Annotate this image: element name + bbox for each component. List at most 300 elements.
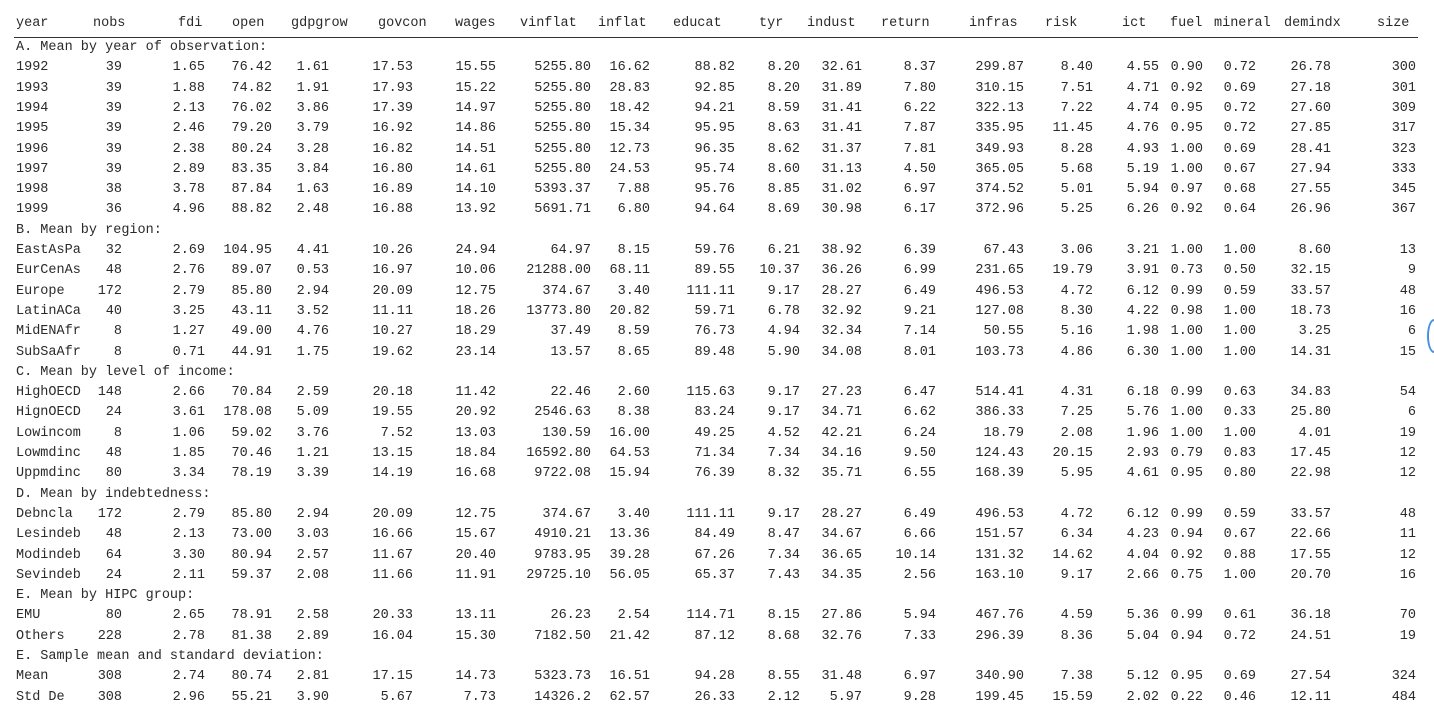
- cell-gdpgrow: 2.59: [296, 385, 329, 400]
- cell-ict: 4.23: [1126, 527, 1159, 542]
- cell-tyr: 8.20: [767, 81, 800, 96]
- cell-infras: 349.93: [975, 142, 1024, 157]
- section-title: C. Mean by level of income:: [16, 365, 235, 380]
- cell-infras: 340.90: [975, 669, 1024, 684]
- cell-return: 8.01: [903, 345, 936, 360]
- cell-fdi: 2.11: [172, 568, 205, 583]
- cell-mineral: 0.67: [1223, 527, 1256, 542]
- cell-educat: 114.71: [686, 608, 735, 623]
- cell-govcon: 11.67: [372, 548, 413, 563]
- cell-tyr: 8.55: [767, 669, 800, 684]
- cell-indust: 34.67: [821, 527, 862, 542]
- cell-size: 367: [1391, 202, 1416, 217]
- cell-inflat: 3.40: [617, 284, 650, 299]
- cell-open: 59.37: [231, 568, 272, 583]
- cell-ict: 6.26: [1126, 202, 1159, 217]
- cell-return: 7.87: [903, 121, 936, 136]
- cell-ict: 5.94: [1126, 182, 1159, 197]
- cell-open: 70.84: [231, 385, 272, 400]
- cell-gdpgrow: 3.79: [296, 121, 329, 136]
- cell-educat: 92.85: [694, 81, 735, 96]
- cell-educat: 59.76: [694, 243, 735, 258]
- cell-govcon: 20.33: [372, 608, 413, 623]
- cell-nobs: 39: [105, 81, 122, 96]
- cell-gdpgrow: 0.53: [296, 263, 329, 278]
- cell-return: 6.49: [903, 507, 936, 522]
- cell-return: 6.22: [903, 101, 936, 116]
- cell-vinflat: 16592.80: [526, 446, 591, 461]
- cell-tyr: 8.15: [767, 608, 800, 623]
- col-header-govcon: govcon: [378, 16, 427, 31]
- cell-risk: 8.30: [1060, 304, 1093, 319]
- col-header-gdpgrow: gdpgrow: [291, 16, 348, 31]
- table-row: [0, 444, 1434, 464]
- cell-tyr: 6.78: [767, 304, 800, 319]
- cell-educat: 76.73: [694, 324, 735, 339]
- cell-mineral: 1.00: [1223, 568, 1256, 583]
- cell-wages: 23.14: [455, 345, 496, 360]
- cell-gdpgrow: 3.03: [296, 527, 329, 542]
- cell-indust: 34.71: [821, 405, 862, 420]
- cell-size: 333: [1391, 162, 1416, 177]
- col-header-tyr: tyr: [759, 16, 784, 31]
- cell-return: 9.21: [903, 304, 936, 319]
- cell-demindx: 14.31: [1290, 345, 1331, 360]
- cell-inflat: 16.51: [609, 669, 650, 684]
- cell-inflat: 7.88: [617, 182, 650, 197]
- cell-fdi: 3.25: [172, 304, 205, 319]
- cell-demindx: 27.55: [1290, 182, 1331, 197]
- cell-fuel: 0.97: [1170, 182, 1203, 197]
- cell-mineral: 0.69: [1223, 81, 1256, 96]
- cell-size: 345: [1391, 182, 1416, 197]
- cell-mineral: 0.46: [1223, 690, 1256, 705]
- cell-tyr: 8.68: [767, 629, 800, 644]
- cell-nobs: 48: [105, 446, 122, 461]
- cell-gdpgrow: 4.76: [296, 324, 329, 339]
- cell-tyr: 8.69: [767, 202, 800, 217]
- cell-nobs: 308: [97, 690, 122, 705]
- cell-mineral: 0.68: [1223, 182, 1256, 197]
- cell-year: HignOECD: [16, 405, 81, 420]
- cell-wages: 11.91: [455, 568, 496, 583]
- cell-govcon: 10.26: [372, 243, 413, 258]
- cell-nobs: 39: [105, 60, 122, 75]
- cell-year: Std De: [16, 690, 65, 705]
- cell-indust: 35.71: [821, 466, 862, 481]
- cell-year: 1998: [16, 182, 49, 197]
- cell-nobs: 48: [105, 527, 122, 542]
- cell-demindx: 22.66: [1290, 527, 1331, 542]
- cell-fuel: 1.00: [1170, 324, 1203, 339]
- section-title: E. Mean by HIPC group:: [16, 588, 195, 603]
- cell-risk: 19.79: [1052, 263, 1093, 278]
- cell-open: 76.42: [231, 60, 272, 75]
- table-row: [0, 322, 1434, 342]
- cell-size: 16: [1399, 304, 1416, 319]
- cell-tyr: 8.63: [767, 121, 800, 136]
- col-header-open: open: [232, 16, 265, 31]
- cell-govcon: 16.97: [372, 263, 413, 278]
- cell-educat: 94.21: [694, 101, 735, 116]
- cell-inflat: 12.73: [609, 142, 650, 157]
- cell-mineral: 0.72: [1223, 629, 1256, 644]
- cell-return: 6.97: [903, 669, 936, 684]
- cell-size: 16: [1399, 568, 1416, 583]
- cell-return: 7.81: [903, 142, 936, 157]
- cell-risk: 5.68: [1060, 162, 1093, 177]
- cell-govcon: 16.82: [372, 142, 413, 157]
- cell-demindx: 22.98: [1290, 466, 1331, 481]
- cell-ict: 5.36: [1126, 608, 1159, 623]
- cell-open: 43.11: [231, 304, 272, 319]
- cell-indust: 32.76: [821, 629, 862, 644]
- cell-vinflat: 22.46: [550, 385, 591, 400]
- cell-govcon: 13.15: [372, 446, 413, 461]
- cell-ict: 4.22: [1126, 304, 1159, 319]
- cell-demindx: 27.85: [1290, 121, 1331, 136]
- cell-tyr: 9.17: [767, 405, 800, 420]
- cell-nobs: 8: [113, 426, 122, 441]
- cell-fdi: 2.13: [172, 527, 205, 542]
- cell-infras: 310.15: [975, 81, 1024, 96]
- cell-nobs: 24: [105, 405, 122, 420]
- cell-nobs: 172: [97, 284, 122, 299]
- cell-ict: 6.18: [1126, 385, 1159, 400]
- table-row: [0, 403, 1434, 423]
- cell-educat: 95.74: [694, 162, 735, 177]
- cell-infras: 496.53: [975, 284, 1024, 299]
- cell-wages: 14.97: [455, 101, 496, 116]
- cell-vinflat: 9722.08: [534, 466, 591, 481]
- cell-fdi: 1.06: [172, 426, 205, 441]
- cell-indust: 36.26: [821, 263, 862, 278]
- cell-educat: 65.37: [694, 568, 735, 583]
- cell-ict: 1.96: [1126, 426, 1159, 441]
- cell-inflat: 20.82: [609, 304, 650, 319]
- cell-govcon: 11.66: [372, 568, 413, 583]
- cell-size: 484: [1391, 690, 1416, 705]
- cell-govcon: 20.09: [372, 507, 413, 522]
- cell-nobs: 80: [105, 608, 122, 623]
- cell-wages: 14.10: [455, 182, 496, 197]
- cell-wages: 15.55: [455, 60, 496, 75]
- cell-gdpgrow: 2.48: [296, 202, 329, 217]
- cell-size: 323: [1391, 142, 1416, 157]
- cell-nobs: 39: [105, 101, 122, 116]
- cell-nobs: 308: [97, 669, 122, 684]
- cell-ict: 2.93: [1126, 446, 1159, 461]
- cell-tyr: 8.20: [767, 60, 800, 75]
- cropped-circle-mark: [1427, 319, 1434, 353]
- cell-year: 1995: [16, 121, 49, 136]
- cell-return: 6.39: [903, 243, 936, 258]
- cell-open: 178.08: [223, 405, 272, 420]
- cell-wages: 12.75: [455, 507, 496, 522]
- cell-fuel: 0.94: [1170, 527, 1203, 542]
- cell-return: 9.50: [903, 446, 936, 461]
- cell-tyr: 7.34: [767, 548, 800, 563]
- cell-demindx: 17.45: [1290, 446, 1331, 461]
- col-header-fdi: fdi: [178, 16, 203, 31]
- cell-demindx: 3.25: [1298, 324, 1331, 339]
- section-title: A. Mean by year of observation:: [16, 40, 268, 55]
- cell-risk: 4.31: [1060, 385, 1093, 400]
- cell-educat: 94.28: [694, 669, 735, 684]
- cell-mineral: 0.50: [1223, 263, 1256, 278]
- cell-infras: 50.55: [983, 324, 1024, 339]
- cell-open: 85.80: [231, 284, 272, 299]
- cell-year: HighOECD: [16, 385, 81, 400]
- cell-infras: 496.53: [975, 507, 1024, 522]
- cell-mineral: 0.72: [1223, 121, 1256, 136]
- cell-return: 6.17: [903, 202, 936, 217]
- cell-educat: 95.76: [694, 182, 735, 197]
- cell-mineral: 0.88: [1223, 548, 1256, 563]
- cell-infras: 18.79: [983, 426, 1024, 441]
- cell-indust: 28.27: [821, 507, 862, 522]
- cell-indust: 31.02: [821, 182, 862, 197]
- cell-wages: 18.26: [455, 304, 496, 319]
- cell-gdpgrow: 3.39: [296, 466, 329, 481]
- cell-tyr: 9.17: [767, 385, 800, 400]
- cell-size: 48: [1399, 507, 1416, 522]
- cell-risk: 5.01: [1060, 182, 1093, 197]
- cell-year: Uppmdinc: [16, 466, 81, 481]
- cell-fdi: 2.66: [172, 385, 205, 400]
- cell-wages: 15.22: [455, 81, 496, 96]
- cell-educat: 95.95: [694, 121, 735, 136]
- cell-educat: 76.39: [694, 466, 735, 481]
- cell-govcon: 16.88: [372, 202, 413, 217]
- cell-indust: 31.48: [821, 669, 862, 684]
- cell-educat: 26.33: [694, 690, 735, 705]
- cell-size: 19: [1399, 629, 1416, 644]
- cell-gdpgrow: 2.89: [296, 629, 329, 644]
- header-row: [0, 14, 1434, 34]
- cell-indust: 32.92: [821, 304, 862, 319]
- cell-infras: 386.33: [975, 405, 1024, 420]
- cell-govcon: 17.39: [372, 101, 413, 116]
- cell-risk: 7.51: [1060, 81, 1093, 96]
- cell-open: 80.24: [231, 142, 272, 157]
- cell-vinflat: 5255.80: [534, 142, 591, 157]
- table-row: [0, 241, 1434, 261]
- cell-nobs: 24: [105, 568, 122, 583]
- cell-gdpgrow: 3.90: [296, 690, 329, 705]
- cell-fdi: 2.89: [172, 162, 205, 177]
- cell-tyr: 8.85: [767, 182, 800, 197]
- cell-risk: 2.08: [1060, 426, 1093, 441]
- cell-open: 49.00: [231, 324, 272, 339]
- cell-tyr: 9.17: [767, 507, 800, 522]
- col-header-fuel: fuel: [1170, 16, 1203, 31]
- cell-indust: 32.34: [821, 324, 862, 339]
- cell-risk: 14.62: [1052, 548, 1093, 563]
- cell-vinflat: 374.67: [542, 284, 591, 299]
- cell-infras: 124.43: [975, 446, 1024, 461]
- cell-demindx: 27.94: [1290, 162, 1331, 177]
- cell-fuel: 0.95: [1170, 121, 1203, 136]
- cell-fdi: 4.96: [172, 202, 205, 217]
- cell-mineral: 0.69: [1223, 142, 1256, 157]
- cell-indust: 34.08: [821, 345, 862, 360]
- cell-fdi: 2.76: [172, 263, 205, 278]
- cell-fuel: 0.99: [1170, 385, 1203, 400]
- cell-infras: 467.76: [975, 608, 1024, 623]
- cell-risk: 8.28: [1060, 142, 1093, 157]
- cell-indust: 31.89: [821, 81, 862, 96]
- cell-gdpgrow: 1.61: [296, 60, 329, 75]
- cell-tyr: 7.43: [767, 568, 800, 583]
- cell-inflat: 3.40: [617, 507, 650, 522]
- col-header-size: size: [1377, 16, 1410, 31]
- cell-wages: 24.94: [455, 243, 496, 258]
- cell-open: 79.20: [231, 121, 272, 136]
- cell-mineral: 0.59: [1223, 284, 1256, 299]
- cell-nobs: 148: [97, 385, 122, 400]
- cell-year: EurCenAs: [16, 263, 81, 278]
- cell-return: 10.14: [895, 548, 936, 563]
- cell-mineral: 1.00: [1223, 304, 1256, 319]
- cell-mineral: 0.64: [1223, 202, 1256, 217]
- cell-year: Lowincom: [16, 426, 81, 441]
- cell-indust: 31.37: [821, 142, 862, 157]
- cell-infras: 131.32: [975, 548, 1024, 563]
- cell-fuel: 0.79: [1170, 446, 1203, 461]
- cell-vinflat: 9783.95: [534, 548, 591, 563]
- cell-mineral: 0.80: [1223, 466, 1256, 481]
- cell-wages: 15.30: [455, 629, 496, 644]
- cell-educat: 111.11: [686, 284, 735, 299]
- cell-wages: 15.67: [455, 527, 496, 542]
- col-header-nobs: nobs: [93, 16, 126, 31]
- cell-infras: 374.52: [975, 182, 1024, 197]
- cell-open: 70.46: [231, 446, 272, 461]
- cell-ict: 5.12: [1126, 669, 1159, 684]
- cell-open: 89.07: [231, 263, 272, 278]
- cell-open: 73.00: [231, 527, 272, 542]
- cell-nobs: 38: [105, 182, 122, 197]
- cell-tyr: 4.52: [767, 426, 800, 441]
- cell-indust: 32.61: [821, 60, 862, 75]
- cell-risk: 4.72: [1060, 507, 1093, 522]
- cell-infras: 168.39: [975, 466, 1024, 481]
- cell-vinflat: 7182.50: [534, 629, 591, 644]
- cell-return: 4.50: [903, 162, 936, 177]
- cell-vinflat: 5323.73: [534, 669, 591, 684]
- cell-tyr: 7.34: [767, 446, 800, 461]
- cell-infras: 365.05: [975, 162, 1024, 177]
- cell-indust: 42.21: [821, 426, 862, 441]
- cell-inflat: 15.34: [609, 121, 650, 136]
- cell-year: SubSaAfr: [16, 345, 81, 360]
- cell-vinflat: 5255.80: [534, 162, 591, 177]
- cell-year: 1994: [16, 101, 49, 116]
- cell-tyr: 9.17: [767, 284, 800, 299]
- cell-size: 317: [1391, 121, 1416, 136]
- table-row: [0, 667, 1434, 687]
- cell-fuel: 0.95: [1170, 669, 1203, 684]
- cell-fuel: 0.75: [1170, 568, 1203, 583]
- cell-infras: 67.43: [983, 243, 1024, 258]
- cell-size: 19: [1399, 426, 1416, 441]
- cell-tyr: 6.21: [767, 243, 800, 258]
- cell-inflat: 13.36: [609, 527, 650, 542]
- cell-demindx: 26.96: [1290, 202, 1331, 217]
- cell-nobs: 8: [113, 324, 122, 339]
- cell-year: Lesindeb: [16, 527, 81, 542]
- table-row: [0, 546, 1434, 566]
- cell-open: 81.38: [231, 629, 272, 644]
- cell-mineral: 0.61: [1223, 608, 1256, 623]
- cell-year: EMU: [16, 608, 41, 623]
- cell-inflat: 18.42: [609, 101, 650, 116]
- cell-demindx: 20.70: [1290, 568, 1331, 583]
- cell-nobs: 172: [97, 507, 122, 522]
- cell-open: 59.02: [231, 426, 272, 441]
- cell-return: 6.97: [903, 182, 936, 197]
- cell-inflat: 21.42: [609, 629, 650, 644]
- cell-risk: 20.15: [1052, 446, 1093, 461]
- cell-ict: 6.12: [1126, 507, 1159, 522]
- cell-ict: 4.93: [1126, 142, 1159, 157]
- cell-fuel: 0.99: [1170, 608, 1203, 623]
- cell-inflat: 6.80: [617, 202, 650, 217]
- cell-return: 6.24: [903, 426, 936, 441]
- cell-govcon: 16.92: [372, 121, 413, 136]
- cell-nobs: 40: [105, 304, 122, 319]
- cell-nobs: 39: [105, 142, 122, 157]
- cell-educat: 71.34: [694, 446, 735, 461]
- cell-year: EastAsPa: [16, 243, 81, 258]
- cell-fdi: 2.46: [172, 121, 205, 136]
- cell-demindx: 33.57: [1290, 284, 1331, 299]
- cell-fdi: 2.78: [172, 629, 205, 644]
- cell-ict: 4.55: [1126, 60, 1159, 75]
- cell-govcon: 17.53: [372, 60, 413, 75]
- col-header-vinflat: vinflat: [520, 16, 577, 31]
- cell-infras: 335.95: [975, 121, 1024, 136]
- table-row: [0, 627, 1434, 647]
- cell-wages: 13.92: [455, 202, 496, 217]
- cell-infras: 299.87: [975, 60, 1024, 75]
- cell-vinflat: 13773.80: [526, 304, 591, 319]
- cell-size: 48: [1399, 284, 1416, 299]
- cell-fdi: 1.65: [172, 60, 205, 75]
- cell-open: 80.94: [231, 548, 272, 563]
- cell-fuel: 0.92: [1170, 202, 1203, 217]
- cell-vinflat: 2546.63: [534, 405, 591, 420]
- col-header-indust: indust: [807, 16, 856, 31]
- cell-return: 6.62: [903, 405, 936, 420]
- cell-open: 87.84: [231, 182, 272, 197]
- cell-year: 1992: [16, 60, 49, 75]
- col-header-educat: educat: [673, 16, 722, 31]
- cell-inflat: 56.05: [609, 568, 650, 583]
- cell-vinflat: 21288.00: [526, 263, 591, 278]
- cell-fuel: 0.99: [1170, 284, 1203, 299]
- cell-govcon: 17.93: [372, 81, 413, 96]
- cell-mineral: 1.00: [1223, 243, 1256, 258]
- cell-educat: 49.25: [694, 426, 735, 441]
- cell-wages: 18.29: [455, 324, 496, 339]
- cell-fuel: 1.00: [1170, 426, 1203, 441]
- col-header-risk: risk: [1045, 16, 1078, 31]
- cell-demindx: 26.78: [1290, 60, 1331, 75]
- cell-mineral: 0.72: [1223, 60, 1256, 75]
- cell-vinflat: 130.59: [542, 426, 591, 441]
